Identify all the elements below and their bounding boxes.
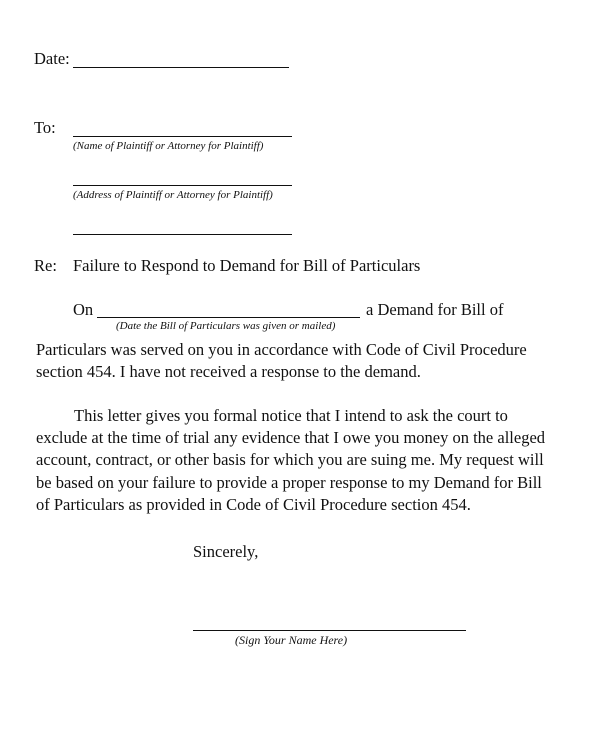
- date-label: Date:: [34, 49, 70, 68]
- re-label: Re:: [34, 256, 57, 275]
- paragraph2-body: [36, 405, 546, 516]
- closing-salutation: Sincerely,: [193, 542, 259, 561]
- paragraph1-on: On: [73, 300, 94, 319]
- subject-line: Failure to Respond to Demand for Bill of Particulars: [73, 256, 421, 275]
- recipient-name-caption: (Name of Plaintiff or Attorney for Plaintiff): [73, 140, 264, 152]
- paragraph1-line: section 454. I have not received a response to the demand.: [36, 362, 421, 382]
- recipient-address-caption: (Address of Plaintiff or Attorney for Plaintiff): [73, 189, 273, 201]
- recipient-address-second-blank-line[interactable]: [73, 234, 292, 235]
- paragraph2-line: This letter gives you formal notice that I intend to ask the court to: [74, 406, 508, 425]
- paragraph2-line: exclude at the time of trial any evidence that I owe you money on the alleged: [36, 428, 546, 448]
- paragraph1-body: [36, 339, 527, 383]
- signature-blank-line[interactable]: [193, 630, 466, 631]
- to-label: To:: [34, 118, 56, 137]
- served-date-caption: (Date the Bill of Particulars was given or mailed): [116, 320, 336, 332]
- paragraph1-after-blank: a Demand for Bill of: [366, 300, 504, 319]
- recipient-name-blank-line[interactable]: [73, 136, 292, 137]
- served-date-blank-line[interactable]: [97, 317, 360, 318]
- paragraph1-line: Particulars was served on you in accordance with Code of Civil Procedure: [36, 340, 527, 359]
- paragraph2-line: be based on your failure to provide a proper response to my Demand for Bill: [36, 472, 542, 492]
- date-blank-line[interactable]: [73, 67, 289, 68]
- recipient-address-blank-line[interactable]: [73, 185, 292, 186]
- signature-caption: (Sign Your Name Here): [235, 633, 348, 647]
- paragraph2-line: of Particulars as provided in Code of Civil Procedure section 454.: [36, 494, 471, 514]
- paragraph2-line: account, contract, or other basis for which you are suing me. My request will: [36, 450, 544, 470]
